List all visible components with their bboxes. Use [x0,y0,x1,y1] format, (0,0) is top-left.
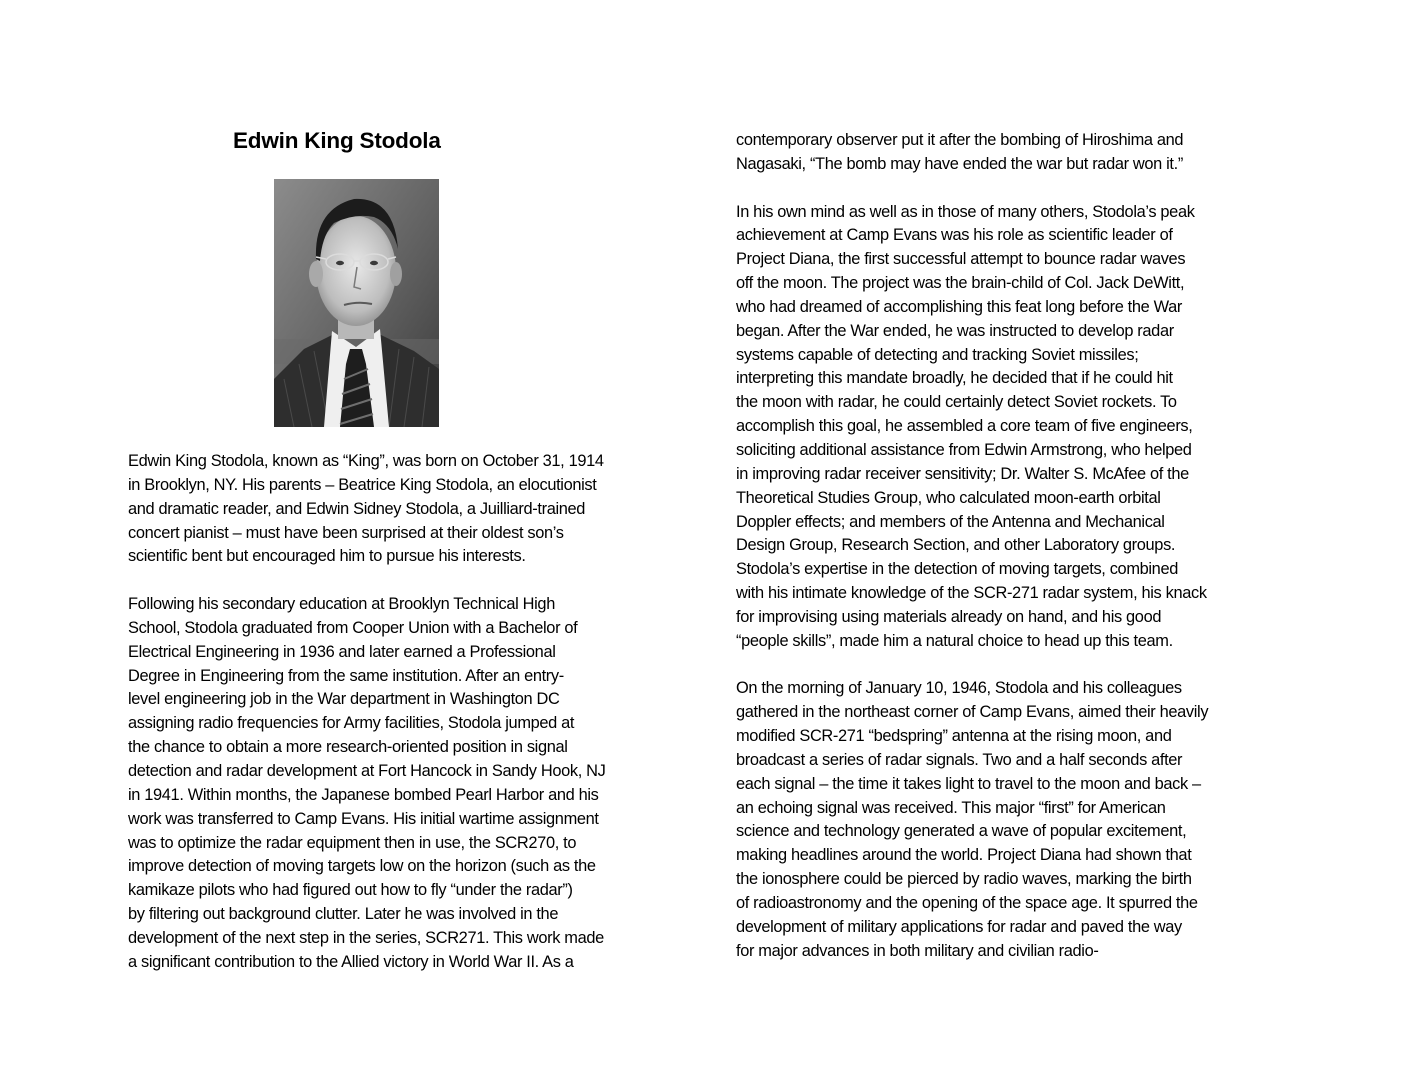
text-line: for major advances in both military and civilian radio- [736,941,1099,960]
text-line: a significant contribution to the Allied victory in World War II. As a [128,952,574,971]
paragraph-education-career [128,593,605,975]
text-line: level engineering job in the War department in Washington DC [128,690,560,709]
text-line: detection and radar development at Fort Hancock in Sandy Hook, NJ [128,761,606,780]
paragraph-radar-won-it [736,129,1208,177]
text-line: in improving radar receiver sensitivity; Dr. Walter S. McAfee of the [736,464,1189,483]
page-title: Edwin King Stodola [233,128,441,153]
text-line: Doppler effects; and members of the Antenna and Mechanical [736,512,1165,531]
text-line: science and technology generated a wave of popular excitement, [736,822,1187,841]
text-line: broadcast a series of radar signals. Two and a half seconds after [736,750,1183,769]
text-line: systems capable of detecting and tracking Soviet missiles; [736,345,1139,364]
text-line: “people skills”, made him a natural choice to head up this team. [736,631,1173,650]
text-line: contemporary observer put it after the bombing of Hiroshima and [736,131,1184,149]
text-line: in Brooklyn, NY. His parents – Beatrice King Stodola, an elocutionist [128,475,597,494]
text-line: Degree in Engineering from the same institution. After an entry- [128,666,564,685]
text-line: gathered in the northeast corner of Camp Evans, aimed their heavily [736,703,1209,722]
paragraph-gap [128,569,605,593]
text-line: Edwin King Stodola, known as “King”, was born on October 31, 1914 [128,452,604,470]
text-line: the moon with radar, he could certainly detect Soviet rockets. To [736,393,1177,412]
text-line: scientific bent but encouraged him to pursue his interests. [128,547,526,566]
text-line: each signal – the time it takes light to travel to the moon and back – [736,774,1201,793]
text-line: Electrical Engineering in 1936 and later earned a Professional [128,642,556,661]
portrait-photo [274,179,439,427]
text-line: and dramatic reader, and Edwin Sidney Stodola, a Juilliard-trained [128,499,586,518]
text-line: accomplish this goal, he assembled a core team of five engineers, [736,417,1193,436]
text-line: with his intimate knowledge of the SCR-271 radar system, his knack [736,584,1207,603]
text-line: off the moon. The project was the brain-child of Col. Jack DeWitt, [736,274,1185,293]
portrait-illustration [274,179,439,427]
text-line: development of military applications for radar and paved the way [736,917,1182,936]
text-line: modified SCR-271 “bedspring” antenna at the rising moon, and [736,727,1172,746]
paragraph-gap [736,177,1208,201]
text-line: In his own mind as well as in those of many others, Stodola’s peak [736,202,1195,221]
text-line: kamikaze pilots who had figured out how to fly “under the radar”) [128,881,573,900]
paragraph-project-diana [736,201,1208,654]
text-line: interpreting this mandate broadly, he decided that if he could hit [736,369,1173,388]
text-line: an echoing signal was received. This major “first” for American [736,798,1166,817]
text-line: making headlines around the world. Project Diana had shown that [736,846,1192,865]
text-line: Design Group, Research Section, and other Laboratory groups. [736,536,1176,555]
text-line: Stodola’s expertise in the detection of moving targets, combined [736,560,1178,579]
text-line: soliciting additional assistance from Edwin Armstrong, who helped [736,440,1192,459]
text-line: by filtering out background clutter. Later he was involved in the [128,905,559,924]
text-line: improve detection of moving targets low on the horizon (such as the [128,857,596,876]
text-line: who had dreamed of accomplishing this feat long before the War [736,297,1183,316]
text-line: was to optimize the radar equipment then in use, the SCR270, to [128,833,577,852]
text-line: concert pianist – must have been surprised at their oldest son’s [128,523,564,542]
text-line: Following his secondary education at Brooklyn Technical High [128,595,555,614]
text-line: Theoretical Studies Group, who calculated moon-earth orbital [736,488,1161,507]
text-line: began. After the War ended, he was instructed to develop radar [736,321,1174,340]
left-column [128,450,605,975]
text-line: Project Diana, the first successful attempt to bounce radar waves [736,250,1186,269]
text-line: the ionosphere could be pierced by radio waves, marking the birth [736,870,1192,889]
text-line: in 1941. Within months, the Japanese bombed Pearl Harbor and his [128,785,599,804]
text-line: School, Stodola graduated from Cooper Union with a Bachelor of [128,618,578,637]
text-line: achievement at Camp Evans was his role as scientific leader of [736,226,1173,245]
text-line: assigning radio frequencies for Army facilities, Stodola jumped at [128,714,575,733]
text-line: of radioastronomy and the opening of the space age. It spurred the [736,894,1198,912]
text-line: development of the next step in the series, SCR271. This work made [128,928,604,947]
text-line: for improvising using materials already on hand, and his good [736,607,1162,626]
text-line: work was transferred to Camp Evans. His initial wartime assignment [128,809,599,828]
paragraph-gap [736,654,1208,678]
text-line: Nagasaki, “The bomb may have ended the war but radar won it.” [736,154,1183,173]
text-line: On the morning of January 10, 1946, Stodola and his colleagues [736,679,1182,698]
right-column [736,129,1208,964]
paragraph-early-life [128,450,605,569]
paragraph-moon-echo [736,677,1208,963]
text-line: the chance to obtain a more research-oriented position in signal [128,738,568,757]
